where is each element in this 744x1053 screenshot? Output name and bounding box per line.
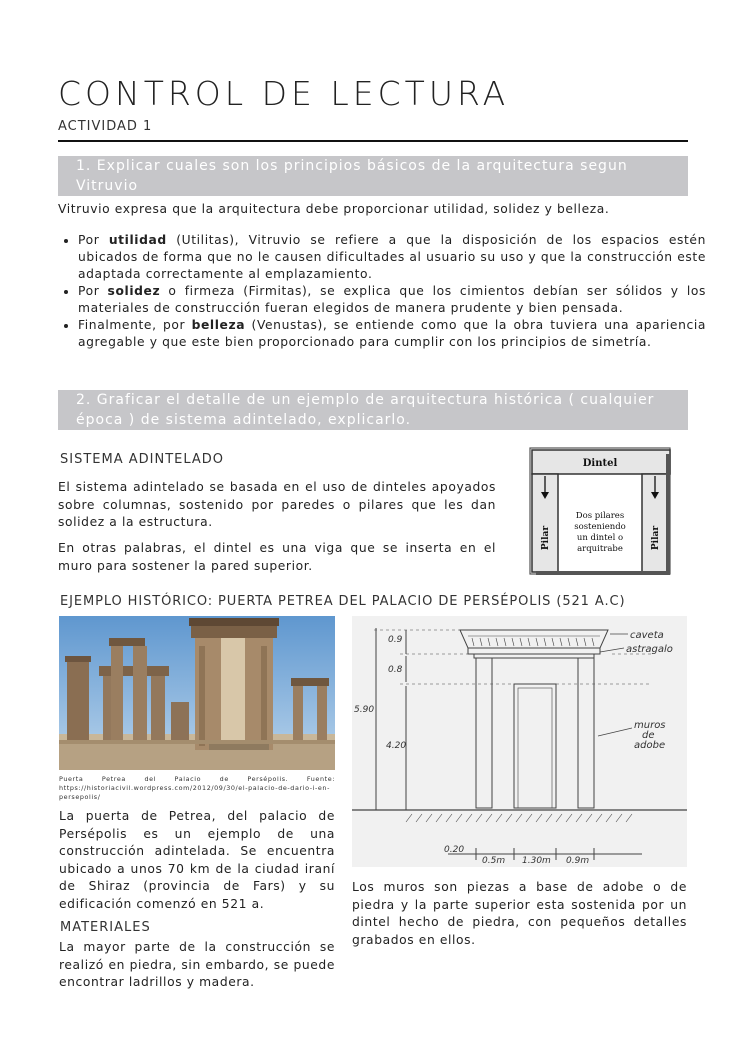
sketch-text: Los muros son piezas a base de adobe o de piedra y la parte superior esta sostenida por un dintel hecho de piedra, con pequeños detalles grabados en ellos. — [352, 880, 687, 947]
persepolis-photo-svg — [59, 616, 335, 770]
question-1-line-1: 1. Explicar cuales son los principios básicos de la arquitectura segun — [76, 158, 628, 174]
lintel-diagram-svg — [528, 446, 673, 578]
bottom-dim-c: 1.30m — [522, 856, 551, 866]
label-astragalo: astragalo — [626, 644, 673, 655]
system-paragraph-1: El sistema adintelado se basada en el uso de dinteles apoyados sobre columnas, sostenido por paredes o pilares que les dan solidez a la estructura. — [58, 480, 496, 529]
label-muros-1: muros — [634, 720, 666, 731]
photo-caption: Puerta Petrea del Palacio de Persépolis. Fuente: https://historiacivil.wordpress.com/2012/09/30/el-palacio-de-dario-i-en-persepolis/ — [59, 775, 335, 801]
diagram-desc-4: arquitrabe — [577, 544, 623, 554]
list-item-utilidad: • Por utilidad (Utilitas), Vitruvio se refiere a que la disposición de los espacios estén ubicados de forma que no le causen dificultades al usuario su uso y que la construcción este adaptada correctamente al emplazamiento. — [78, 232, 706, 283]
left-pillar-label: Pilar — [541, 525, 551, 551]
right-pillar-label: Pilar — [651, 525, 661, 551]
bottom-dim-b: 0.5m — [482, 856, 506, 866]
example-heading: EJEMPLO HISTÓRICO: PUERTA PETREA DEL PALACIO DE PERSÉPOLIS (521 A.C) — [60, 594, 626, 609]
materials-heading: MATERIALES — [60, 920, 151, 935]
label-caveta: caveta — [630, 630, 664, 641]
label-muros-3: adobe — [634, 740, 666, 751]
dim-lower: 4.20 — [386, 741, 407, 751]
door-sketch — [352, 616, 687, 867]
question-1-line-2: Vitruvio — [76, 178, 139, 194]
example-text: La puerta de Petrea, del palacio de Persépolis es un ejemplo de una construcción adintelada. Se encuentra ubicado a unos 70 km de la ciudad iraní de Shiraz (provincia de Fars) y su edificación comenzó en 521 a. — [59, 809, 335, 911]
q1-intro: Vitruvio expresa que la arquitectura debe proporcionar utilidad, solidez y belleza. — [58, 202, 610, 216]
dim-top: 0.9 — [388, 635, 403, 645]
door-sketch-svg — [352, 616, 687, 867]
page-title: CONTROL DE LECTURA — [58, 74, 510, 113]
question-2-line-1: 2. Graficar el detalle de un ejemplo de arquitectura histórica ( cualquier — [76, 392, 655, 408]
list-item-solidez: • Por solidez o firmeza (Firmitas), se explica que los cimientos debían ser sólidos y los materiales de construcción fueran elegidos de manera prudente y bien pensada. — [78, 283, 706, 317]
page-subtitle: ACTIVIDAD 1 — [58, 119, 153, 134]
label-muros-2: de — [642, 730, 655, 741]
system-heading: SISTEMA ADINTELADO — [60, 452, 225, 467]
bottom-dim-d: 0.9m — [566, 856, 590, 866]
system-paragraph-2: En otras palabras, el dintel es una viga que se inserta en el muro para sostener la pared superior. — [58, 541, 496, 573]
dim-total: 5.90 — [354, 705, 375, 715]
dim-second: 0.8 — [388, 665, 403, 675]
diagram-desc-1: Dos pilares — [575, 511, 625, 521]
question-2-banner — [58, 390, 688, 430]
bottom-dim-a: 0.20 — [444, 845, 465, 855]
persepolis-photo — [59, 616, 335, 770]
lintel-label: Dintel — [582, 458, 618, 469]
lintel-diagram — [528, 446, 673, 578]
diagram-desc-2: sosteniendo — [574, 522, 626, 532]
title-divider — [58, 140, 688, 142]
principles-list — [60, 232, 706, 351]
materials-text: La mayor parte de la construcción se realizó en piedra, sin embardo, se puede encontrar ladrillos y madera. — [59, 940, 335, 989]
question-2-line-2: época ) de sistema adintelado, explicarlo. — [76, 412, 412, 428]
list-item-belleza: • Finalmente, por belleza (Venustas), se entiende como que la obra tuviera una apariencia agregable y que este bien proporcionado para cumplir con los principios de simetría. — [78, 317, 706, 351]
question-1-banner — [58, 156, 688, 196]
diagram-desc-3: un dintel o — [576, 533, 624, 543]
